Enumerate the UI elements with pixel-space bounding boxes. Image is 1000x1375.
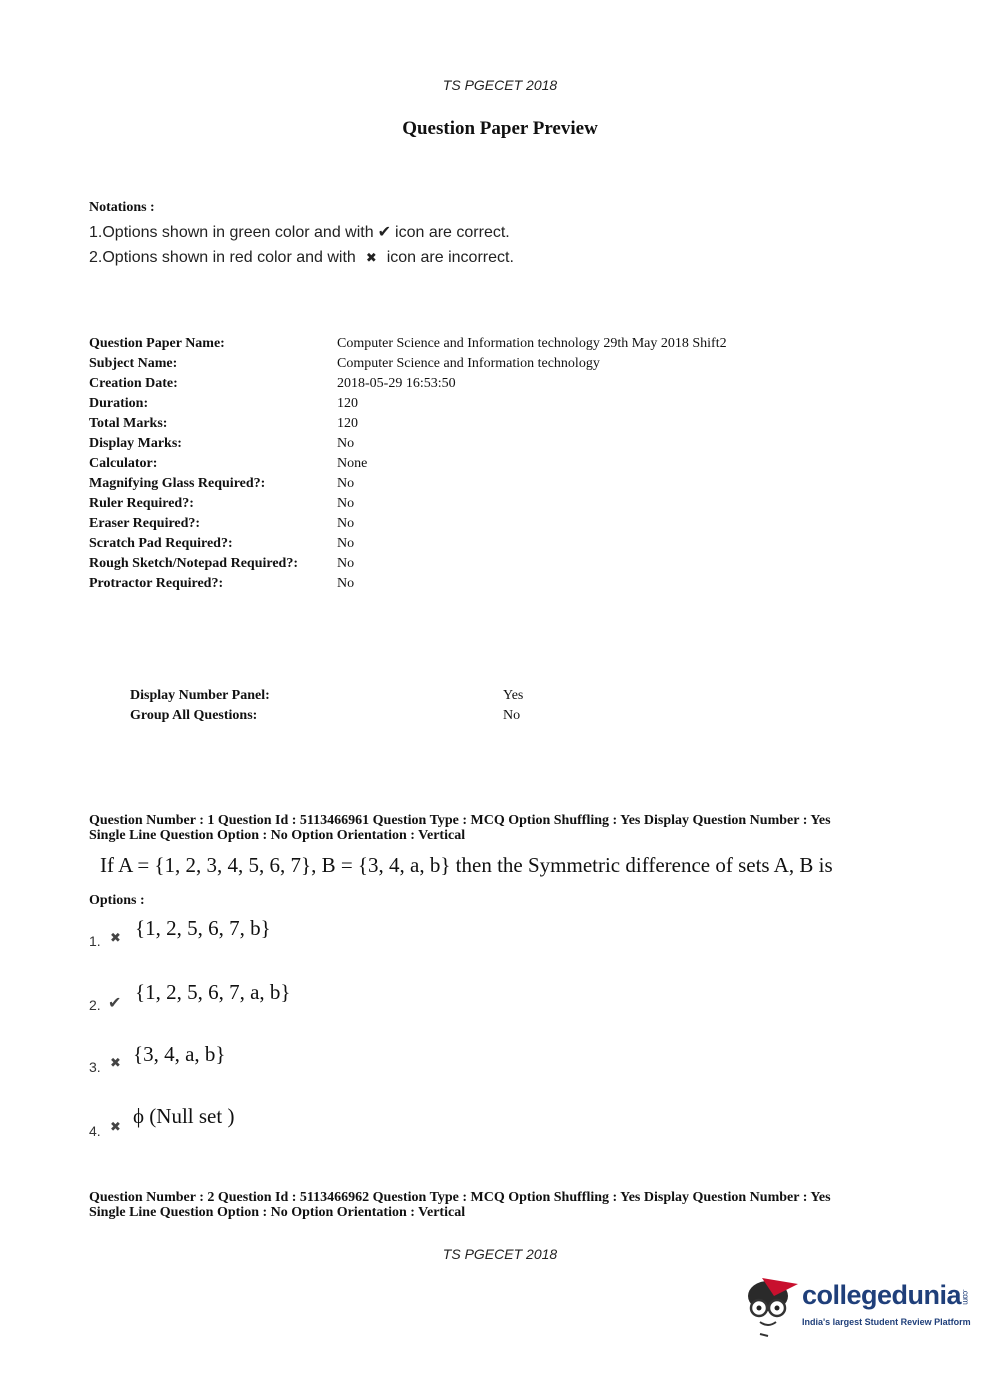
info-row-duration: [89, 396, 789, 416]
info-label: Eraser Required?:: [89, 516, 201, 531]
notation-line-1-suffix: icon are correct.: [395, 224, 510, 241]
option-1-text[interactable]: {1, 2, 5, 6, 7, b}: [135, 916, 271, 940]
cross-icon: ✖: [110, 1119, 121, 1134]
check-icon: ✔: [108, 995, 122, 1012]
collegedunia-logo: [742, 1270, 972, 1340]
notations-label: Notations :: [89, 200, 155, 215]
info-value: No: [337, 576, 355, 591]
info-value: No: [337, 536, 355, 551]
option-4-number: 4.: [89, 1123, 101, 1139]
cross-icon: ✖: [110, 930, 121, 945]
brand-text: collegedunia: [802, 1280, 962, 1310]
info-label: Ruler Required?:: [89, 496, 194, 511]
info-value: 120: [337, 396, 358, 411]
info-row-creation-date: [89, 376, 789, 396]
notation-line-1: [89, 222, 510, 242]
info-value: Computer Science and Information technology 29th May 2018 Shift2: [337, 336, 727, 351]
cross-icon: ✖: [110, 1055, 121, 1070]
cross-icon: ✖: [365, 250, 377, 265]
panel-value: Yes: [503, 688, 524, 703]
info-row-total-marks: [89, 416, 789, 436]
info-label: Rough Sketch/Notepad Required?:: [89, 556, 298, 571]
question-1-meta: [89, 813, 909, 843]
info-value: Computer Science and Information technology: [337, 356, 600, 371]
info-value: None: [337, 456, 368, 471]
option-2-text[interactable]: {1, 2, 5, 6, 7, a, b}: [135, 980, 291, 1004]
brand-name: [802, 1280, 970, 1311]
brand-tagline: India's largest Student Review Platform: [802, 1317, 971, 1327]
notation-line-1-prefix: 1.Options shown in green color and with: [89, 224, 374, 241]
info-row-eraser: [89, 516, 789, 536]
info-value: 120: [337, 416, 358, 431]
mascot-icon: [742, 1270, 800, 1338]
info-value: No: [337, 556, 355, 571]
info-row-ruler: [89, 496, 789, 516]
info-label: Duration:: [89, 396, 149, 411]
check-icon: ✔: [377, 224, 392, 241]
info-row-scratch-pad: [89, 536, 789, 556]
option-2-number: 2.: [89, 997, 101, 1013]
options-label: Options :: [89, 893, 145, 908]
info-label: Creation Date:: [89, 376, 178, 391]
question-2-meta: [89, 1190, 909, 1220]
info-label: Calculator:: [89, 456, 158, 471]
info-row-rough-sketch: [89, 556, 789, 576]
notation-line-2-suffix: icon are incorrect.: [386, 249, 514, 266]
panel-label: Display Number Panel:: [130, 688, 270, 703]
info-value: No: [337, 476, 355, 491]
info-label: Magnifying Glass Required?:: [89, 476, 266, 491]
info-row-display-marks: [89, 436, 789, 456]
option-4-text[interactable]: ϕ (Null set ): [133, 1104, 235, 1128]
question-1-meta-line-1: Question Number : 1 Question Id : 5113466961 Question Type : MCQ Option Shuffling : Yes Display Question Number : Yes: [89, 813, 831, 828]
question-2-meta-line-2: Single Line Question Option : No Option Orientation : Vertical: [89, 1205, 466, 1220]
header-exam-tag: TS PGECET 2018: [442, 77, 558, 93]
option-3-text[interactable]: {3, 4, a, b}: [133, 1042, 226, 1066]
info-row-magnifying-glass: [89, 476, 789, 496]
notation-line-2: [89, 249, 514, 267]
info-value: No: [337, 496, 355, 511]
page-title: Question Paper Preview: [402, 118, 598, 139]
info-value: 2018-05-29 16:53:50: [337, 376, 456, 391]
info-label: Question Paper Name:: [89, 336, 225, 351]
panel-value: No: [503, 708, 521, 723]
question-1-meta-line-2: Single Line Question Option : No Option Orientation : Vertical: [89, 828, 466, 843]
panel-row-display-number: [130, 688, 630, 708]
info-label: Scratch Pad Required?:: [89, 536, 233, 551]
info-row-paper-name: [89, 336, 789, 356]
brand-suffix: .com: [961, 1288, 971, 1304]
info-label: Protractor Required?:: [89, 576, 224, 591]
panel-label: Group All Questions:: [130, 708, 258, 723]
info-value: No: [337, 516, 355, 531]
footer-exam-tag: TS PGECET 2018: [442, 1246, 558, 1262]
info-value: No: [337, 436, 355, 451]
panel-row-group-all: [130, 708, 630, 728]
option-1-number: 1.: [89, 933, 101, 949]
info-label: Total Marks:: [89, 416, 168, 431]
info-row-subject-name: [89, 356, 789, 376]
notation-line-2-prefix: 2.Options shown in red color and with: [89, 249, 356, 266]
question-2-meta-line-1: Question Number : 2 Question Id : 5113466962 Question Type : MCQ Option Shuffling : Yes Display Question Number : Yes: [89, 1190, 831, 1205]
info-row-calculator: [89, 456, 789, 476]
question-1-text: If A = {1, 2, 3, 4, 5, 6, 7}, B = {3, 4, a, b} then the Symmetric difference of sets A, B is: [100, 853, 833, 877]
option-3-number: 3.: [89, 1059, 101, 1075]
info-label: Display Marks:: [89, 436, 182, 451]
info-label: Subject Name:: [89, 356, 178, 371]
info-row-protractor: [89, 576, 789, 596]
